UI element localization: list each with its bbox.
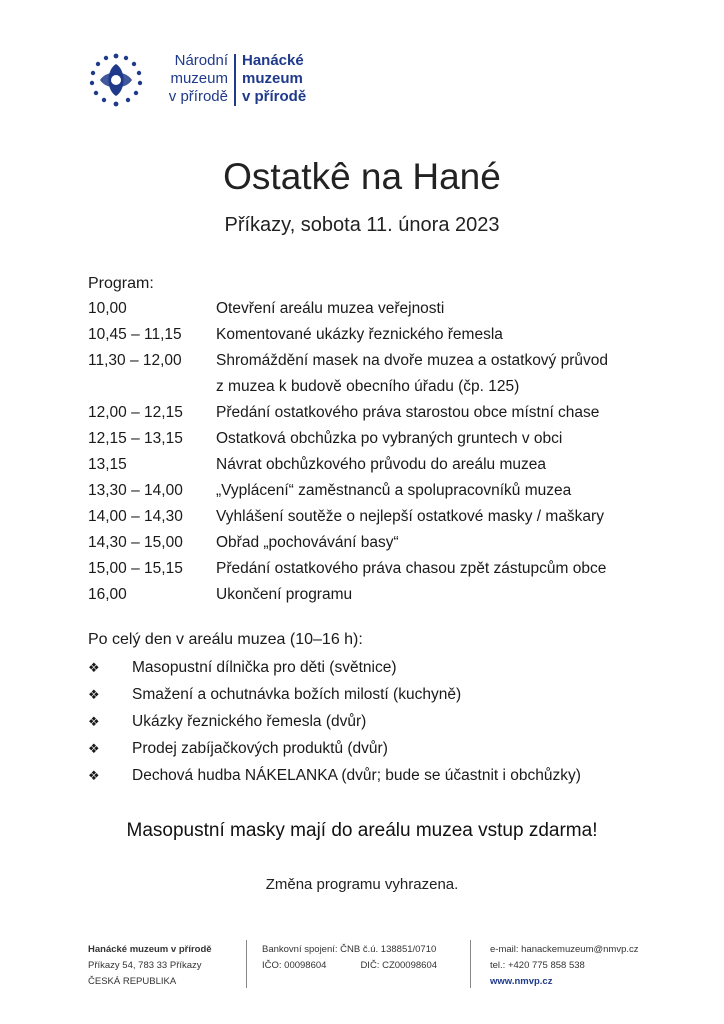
schedule-description: Předání ostatkového práva starostou obce místní chase [216,404,600,421]
schedule-description: Ostatková obchůzka po vybraných gruntech v obci [216,430,563,447]
schedule-row [88,478,648,504]
logo-line: muzeum [170,70,228,87]
bullet-diamond-icon: ❖ [88,660,100,675]
footer-divider [246,940,247,988]
schedule-row [88,504,648,530]
schedule-description: „Vyplácení“ zaměstnanců a spolupracovníků muzea [216,482,572,499]
logo-line: Národní [174,52,228,69]
schedule-time: 14,30 – 15,00 [88,534,183,551]
museum-emblem-icon [86,52,146,108]
bullet-diamond-icon: ❖ [88,741,100,756]
bullet-diamond-icon: ❖ [88,768,100,783]
logo-line: v přírodě [242,88,307,105]
allday-list [88,654,648,789]
schedule-description: Otevření areálu muzea veřejnosti [216,300,445,317]
schedule-description: Ukončení programu [216,586,353,603]
change-notice: Změna programu vyhrazena. [265,876,459,893]
schedule-time: 11,30 – 12,00 [88,352,182,369]
list-item-text: Smažení a ochutnávka božích milostí (kuchyně) [132,686,462,703]
schedule-row [88,296,648,322]
logo-text-hanacke [242,52,306,106]
museum-logo [86,50,326,110]
logo-line: muzeum [242,70,303,87]
bullet-diamond-icon: ❖ [88,714,100,729]
schedule-time [88,374,216,400]
schedule-row [88,322,648,348]
footer-dic: DIČ: CZ00098604 [360,960,438,971]
schedule-time: 13,15 [88,456,127,473]
footer-bank [262,942,437,974]
bullet-diamond-icon: ❖ [88,687,100,702]
list-item [88,735,648,762]
list-item [88,681,648,708]
schedule-time: 10,00 [88,300,127,317]
schedule-description: Shromáždění masek na dvoře muzea a ostatkový průvod [216,352,609,369]
schedule-time: 15,00 – 15,15 [88,560,183,577]
schedule-time: 14,00 – 14,30 [88,508,183,525]
schedule-row [88,452,648,478]
footer-website-link[interactable]: www.nmvp.cz [490,976,553,987]
event-date: Příkazy, sobota 11. února 2023 [224,214,500,236]
schedule-time: 12,15 – 13,15 [88,430,183,447]
schedule-list [88,296,648,608]
list-item-text: Masopustní dílnička pro děti (světnice) [132,659,397,676]
schedule-description: z muzea k budově obecního úřadu (čp. 125) [216,378,520,395]
schedule-row [88,348,648,374]
free-entry-notice: Masopustní masky mají do areálu muzea vstup zdarma! [126,820,598,841]
list-item [88,708,648,735]
schedule-description: Vyhlášení soutěže o nejlepší ostatkové masky / maškary [216,508,604,525]
schedule-row [88,400,648,426]
page-title: Ostatkê na Hané [223,156,501,197]
allday-heading: Po celý den v areálu muzea (10–16 h): [88,631,363,648]
schedule-row [88,374,648,400]
schedule-description: Obřad „pochovávání basy“ [216,534,399,551]
list-item-text: Prodej zabíjačkových produktů (dvůr) [132,740,388,757]
logo-text-national [150,52,228,106]
footer-divider [470,940,471,988]
footer-address [88,942,212,990]
logo-line: Hanácké [242,52,304,69]
program-heading: Program: [88,275,154,292]
list-item-text: Ukázky řeznického řemesla (dvůr) [132,713,367,730]
schedule-time: 10,45 – 11,15 [88,326,182,343]
list-item-text: Dechová hudba NÁKELANKA (dvůr; bude se účastnit i obchůzky) [132,767,581,784]
footer-address-line: Příkazy 54, 783 33 Příkazy [88,960,202,971]
list-item [88,654,648,681]
footer-ids [262,958,437,974]
logo-line: v přírodě [168,88,228,105]
logo-divider [234,54,236,106]
footer-contact [490,942,639,990]
schedule-row [88,556,648,582]
footer-org-name: Hanácké muzeum v přírodě [88,944,212,955]
footer-bank-account: Bankovní spojení: ČNB č.ú. 138851/0710 [262,944,437,955]
footer-ico: IČO: 00098604 [262,960,327,971]
footer-email[interactable]: e-mail: hanackemuzeum@nmvp.cz [490,944,639,955]
schedule-description: Komentované ukázky řeznického řemesla [216,326,503,343]
footer-phone: tel.: +420 775 858 538 [490,960,585,971]
footer-country: ČESKÁ REPUBLIKA [88,976,177,987]
schedule-row [88,426,648,452]
list-item [88,762,648,789]
schedule-row [88,582,648,608]
schedule-description: Předání ostatkového práva chasou zpět zástupcům obce [216,560,607,577]
schedule-time: 13,30 – 14,00 [88,482,183,499]
schedule-time: 16,00 [88,586,127,603]
schedule-description: Návrat obchůzkového průvodu do areálu muzea [216,456,547,473]
schedule-row [88,530,648,556]
schedule-time: 12,00 – 12,15 [88,404,183,421]
